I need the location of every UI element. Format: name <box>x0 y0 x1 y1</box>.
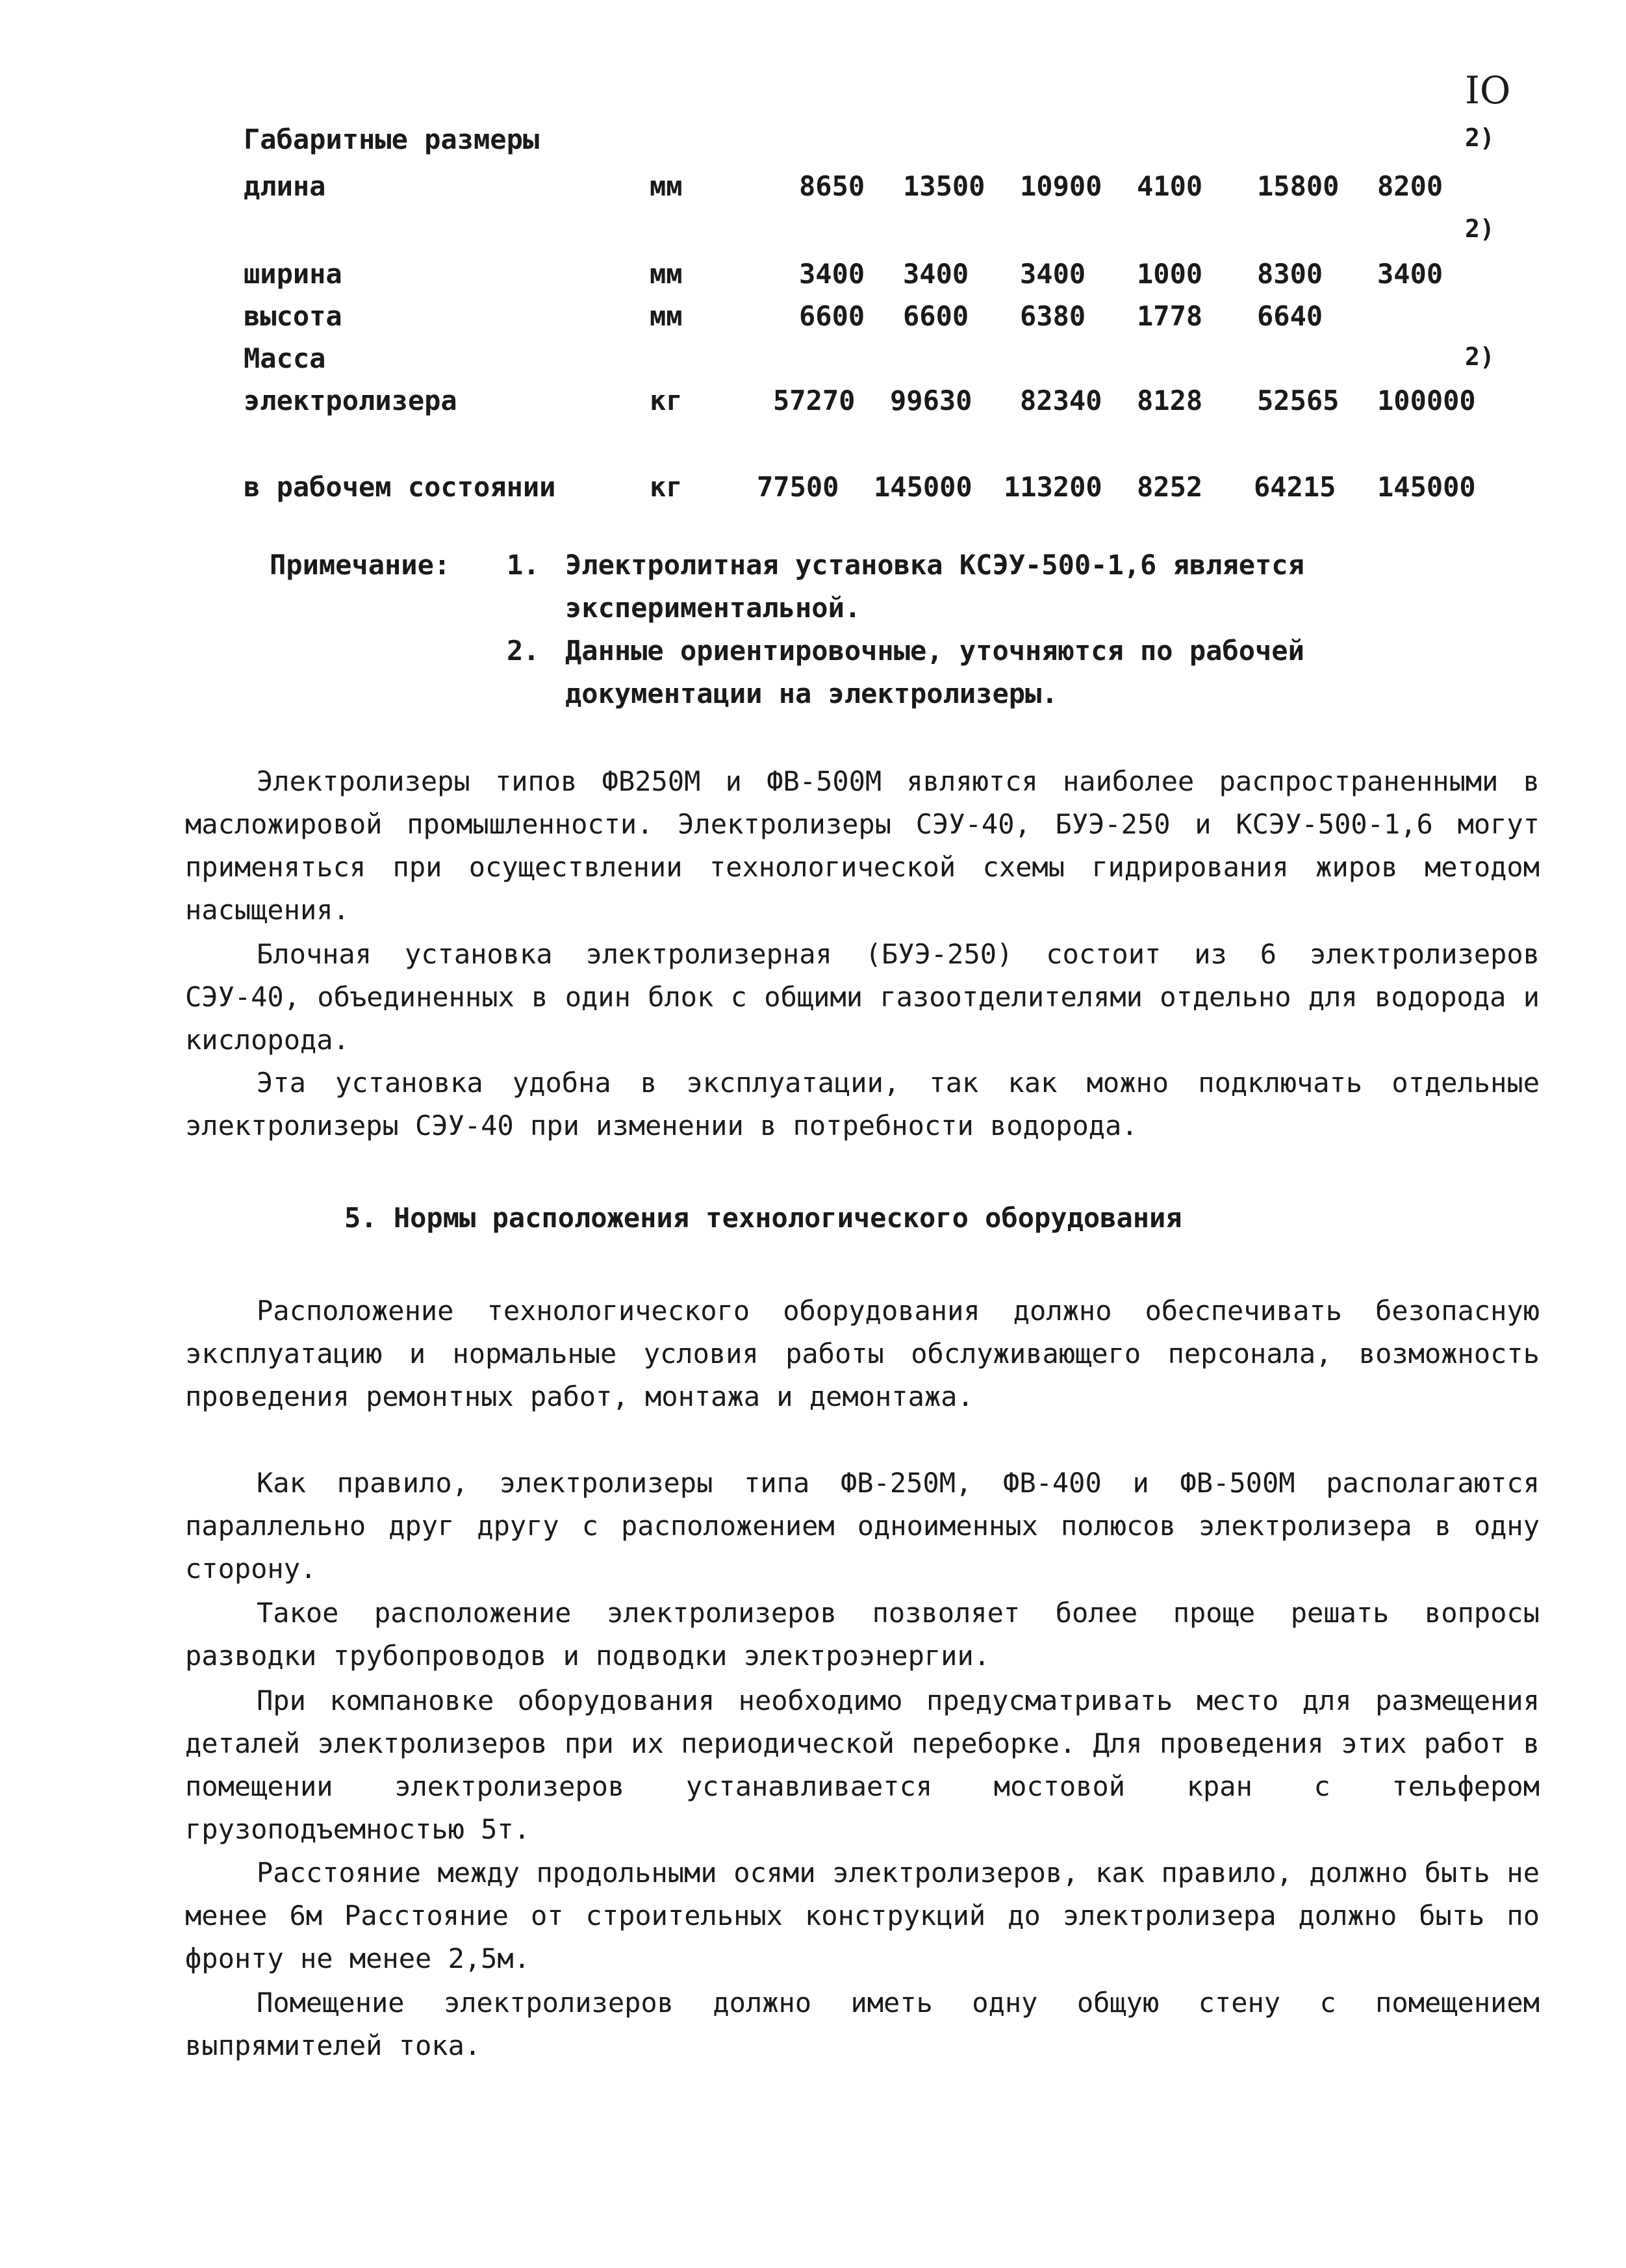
cell: 6640 <box>1257 300 1323 332</box>
paragraph: Как правило, электролизеры типа ФВ-250М, ФВ-400 и ФВ-500М располагаются параллельно друг другу с расположением одноименных полюсов электролизера в одну сторону. <box>185 1467 1540 1585</box>
note-text: документации на электролизеры. <box>565 678 1058 709</box>
cell: 3400 <box>1377 258 1443 290</box>
section-heading: 5. Нормы расположения технологического оборудования <box>344 1202 1182 1234</box>
paragraph: Эта установка удобна в эксплуатации, так как можно подключать отдельные электролизеры СЭУ-40 при изменении в потребности водорода. <box>185 1067 1540 1141</box>
cell: 3400 <box>903 258 969 290</box>
note-text: Данные ориентировочные, уточняются по рабочей <box>565 635 1304 667</box>
paragraph: Такое расположение электролизеров позволяет более проще решать вопросы разводки трубопроводов и подводки электроэнергии. <box>185 1597 1540 1672</box>
row-label: электролизера <box>244 385 457 416</box>
paragraph: Помещение электролизеров должно иметь одну общую стену с помещением выпрямителей тока. <box>185 1987 1540 2061</box>
paragraph: Электролизеры типов ФВ250М и ФВ-500М являются наиболее распространенными в масложировой промышленности. Электролизеры СЭУ-40, БУЭ-250 и КСЭУ-500-1,6 могут применяться при осуществлении технологической схемы гидрирования жиров методом насыщения. <box>185 765 1540 926</box>
cell: 6600 <box>903 300 969 332</box>
row-label: ширина <box>244 258 342 290</box>
table-title: Габаритные размеры <box>244 123 540 155</box>
paragraph: Блочная установка электролизерная (БУЭ-250) состоит из 6 электролизеров СЭУ-40, объединенных в один блок с общими газоотделителями отдельно для водорода и кислорода. <box>185 938 1540 1056</box>
cell: 6380 <box>1020 300 1086 332</box>
cell: 3400 <box>1020 258 1086 290</box>
paragraph: Расположение технологического оборудования должно обеспечивать безопасную эксплуатацию и нормальные условия работы обслуживающего персонала, возможность проведения ремонтных работ, монтажа и демонтажа. <box>185 1295 1540 1412</box>
row-unit: мм <box>650 300 683 332</box>
cell: 4100 <box>1137 170 1203 202</box>
cell: 13500 <box>903 170 985 202</box>
cell: 100000 <box>1377 385 1476 416</box>
cell: 1778 <box>1137 300 1203 332</box>
note-text: Электролитная установка КСЭУ-500-1,6 является <box>565 549 1304 581</box>
cell: 8650 <box>799 170 865 202</box>
note-number: 1. <box>507 549 540 581</box>
cell: 113200 <box>1004 471 1102 503</box>
cell: 52565 <box>1257 385 1340 416</box>
row-unit: кг <box>650 385 683 416</box>
cell: 99630 <box>890 385 972 416</box>
footnote-mark: 2) <box>1465 123 1495 152</box>
cell: 8252 <box>1137 471 1203 503</box>
note-text: экспериментальной. <box>565 592 861 624</box>
cell: 8200 <box>1377 170 1443 202</box>
row-label: длина <box>244 170 326 202</box>
cell: 64215 <box>1254 471 1336 503</box>
page-number: IO <box>1465 68 1511 112</box>
row-label: Масса <box>244 342 326 374</box>
note-number: 2. <box>507 635 540 667</box>
footnote-mark: 2) <box>1465 214 1495 243</box>
paragraph: Расстояние между продольными осями электролизеров, как правило, должно быть не менее 6м Расстояние от строительных конструкций до электролизера должно быть по фронту не менее 2,5м. <box>185 1857 1540 1974</box>
cell: 57270 <box>773 385 856 416</box>
paragraph: При компановке оборудования необходимо предусматривать место для размещения деталей электролизеров при их периодической переборке. Для проведения этих работ в помещении электролизеров устанавливается мостовой кран с тельфером грузоподъемностью 5т. <box>185 1685 1540 1845</box>
cell: 8128 <box>1137 385 1203 416</box>
cell: 145000 <box>1377 471 1476 503</box>
row-label: высота <box>244 300 342 332</box>
cell: 77500 <box>757 471 839 503</box>
row-label: в рабочем состоянии <box>244 471 556 503</box>
cell: 6600 <box>799 300 865 332</box>
cell: 145000 <box>874 471 972 503</box>
row-unit: мм <box>650 258 683 290</box>
footnote-mark: 2) <box>1465 342 1495 371</box>
cell: 8300 <box>1257 258 1323 290</box>
cell: 10900 <box>1020 170 1102 202</box>
cell: 1000 <box>1137 258 1203 290</box>
cell: 15800 <box>1257 170 1340 202</box>
notes-label: Примечание: <box>270 549 451 581</box>
cell: 82340 <box>1020 385 1102 416</box>
row-unit: кг <box>650 471 683 503</box>
cell: 3400 <box>799 258 865 290</box>
row-unit: мм <box>650 170 683 202</box>
